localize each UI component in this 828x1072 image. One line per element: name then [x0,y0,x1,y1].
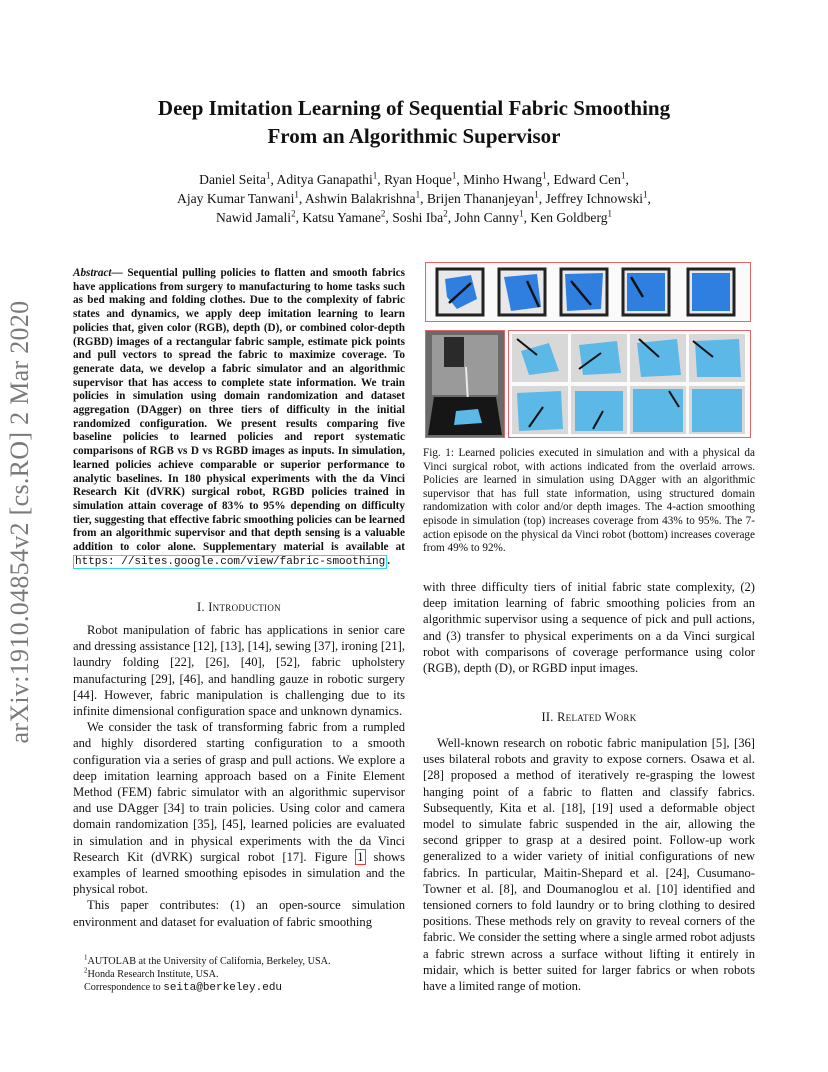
related-work-paragraph-1: Well-known research on robotic fabric manipulation [5], [36] uses bilateral robots and gravity to expose corners. Osawa et al. [28] proposed a method of iteratively re-grasping the lowest hanging point of a fabric to flatten and classify fabrics. Subsequently, Kita et al. [18], [19] used a deformable object model to simulate fabric suspended in the air, allowing the second gripper to grasp at a desired point. Follow-up work generalized to a wider variety of initial configurations of new fabrics. In particular, Maitin-Shepard et al. [24], Cusumano-Towner et al. [8], and Doumanoglou et al. [10] identified and tensioned corners to fold laundry or to bring clothing to desired positions. These methods rely on gravity to reveal corners of the fabric. We consider the setting where a single armed robot adjusts a fabric strewn across a surface without lifting it entirely in midair, which is better suited for larger fabrics or when robots have a limited range of motion. [423,736,755,994]
intro-paragraph-3: This paper contributes: (1) an open-source simulation environment and dataset for evaluation of fabric smoothing [73,898,405,929]
figure-reference-link[interactable]: 1 [357,849,364,864]
author-list [80,170,748,227]
author-line-3: Nawid Jamali$^2$, Katsu Yamane$^2$, Soshi Iba$^2$, John Canny$^1$, Ken Goldberg$^1$ [215,208,613,225]
arxiv-identifier-text: arXiv:1910.04854v2 [cs.RO] 2 Mar 2020 [5,300,34,744]
footnote-2: $^2$Honda Research Institute, USA. [84,966,219,981]
supplementary-link[interactable]: https: //sites.google.com/view/fabric-smoothing [75,555,386,568]
author-line-1: Daniel Seita$^1$, Aditya Ganapathi$^1$, Ryan Hoque$^1$, Minho Hwang$^1$, Edward Cen$^1$, [199,170,629,187]
physical-episode-frames [509,331,750,437]
arxiv-identifier [2,287,38,757]
correspondence-email[interactable]: seita@berkeley.edu [163,982,283,995]
simulation-episode-frames [426,263,750,321]
footnotes [84,955,404,996]
section-heading-introduction: I. Introduction [197,600,281,614]
contributions-paragraph [423,579,755,676]
abstract-body: — Sequential pulling policies to flatten and smooth fabrics have applications from surgery to manufacturing to home tasks such as bed making and folding clothes. Due to the complexity of fabric states and dynamics, we apply deep imitation learning to learn policies that, given color (RGB), depth (D), or combined color-depth (RGBD) images of a rectangular fabric sample, estimate pick points and pull vectors to spread the fabric to maximize coverage. To generate data, we develop a fabric simulator and an algorithmic supervisor that has access to complete state information. We train policies in simulation using domain randomization and dataset aggregation (DAgger) on three tiers of difficulty in the initial randomized configuration. We present results comparing five baseline policies to learned policies and report systematic comparisons of RGB vs D vs RGBD images as inputs. In simulation, learned policies achieve comparable or superior performance to analytic baselines. In 180 physical experiments with the da Vinci Research Kit (dVRK) surgical robot, RGBD policies trained in simulation attain coverage of 83% to 95% depending on difficulty tier, suggesting that effective fabric smoothing policies can be learned from an algorithmic supervisor and that depth sensing is a valuable addition to color alone. Supplementary material is available at [73,267,405,554]
robot-photo-image [426,331,504,437]
abstract: Abstract— Sequential pulling policies to flatten and smooth fabrics have applications from surgery to manufacturing to home tasks such as bed making and folding clothes. Due to the complexity of fabric states and dynamics, we apply deep imitation learning to learn policies that, given color (RGB), depth (D), or combined color-depth (RGBD) images of a rectangular fabric sample, estimate pick points and pull vectors to spread the fabric to maximize coverage. To generate data, we develop a fabric simulator and an algorithmic supervisor that has access to complete state information. We train policies in simulation using domain randomization and dataset aggregation (DAgger) on three tiers of difficulty in the initial randomized configuration. We present results comparing five baseline policies to learned policies and report systematic comparisons of RGB vs D vs RGBD images as inputs. In simulation, learned policies achieve comparable or superior performance to analytic baselines. In 180 physical experiments with the da Vinci Research Kit (dVRK) surgical robot, RGBD policies trained in simulation attain coverage of 83% to 95% depending on difficulty tier, suggesting that effective fabric smoothing policies can be learned from an algorithmic supervisor and that depth sensing is a valuable addition to color alone. Supplementary material is available at https: //sites.google.com/view/fabric-smoothing . [73,267,405,568]
footnote-3: Correspondence to seita@berkeley.edu [84,982,283,995]
intro-paragraph-1: Robot manipulation of fabric has applications in senior care and dressing assistance [12], [13], [14], sewing [37], ironing [21], laundry folding [22], [26], [40], [52], fabric upholstery manufacturing [29], [46], and handling gauze in robotic surgery [44]. However, fabric manipulation is challenging due to its infinite dimensional configuration space and unknown dynamics. [73,623,405,719]
figure-1-robot-photo [425,330,505,438]
author-line-2: Ajay Kumar Tanwani$^1$, Ashwin Balakrishna$^1$, Brijen Thananjeyan$^1$, Jeffrey Ichnowski$^1$, [177,189,651,206]
related-work-body [423,735,755,994]
footnote-1: $^1$AUTOLAB at the University of California, Berkeley, USA. [84,953,331,967]
section-heading-related-work: II. Related Work [541,710,637,724]
figure-1 [425,262,751,438]
contributions-text: with three difficulty tiers of initial fabric state complexity, (2) deep imitation learning of fabric smoothing policies from an algorithmic supervisor using a sequence of pick and pull actions, and (3) transfer to physical experiments on a da Vinci surgical robot with comparisons of coverage performance using color (RGB), depth (D), or RGBD input images. [423,580,755,676]
title-line-2: From an Algorithmic Supervisor [267,124,561,148]
introduction-body [73,622,405,930]
figure-1-simulation-panel [425,262,751,322]
abstract-label: Abstract [73,267,112,279]
figure-1-physical-panel [508,330,751,438]
title-line-1: Deep Imitation Learning of Sequential Fabric Smoothing [157,96,671,120]
intro-paragraph-2: We consider the task of transforming fabric from a rumpled and highly disordered starting configuration to a smooth configuration via a series of grasp and pull actions. We explore a deep imitation learning approach based on a Finite Element Method (FEM) fabric simulator with an algorithmic supervisor and use DAgger [34] to train policies. Using color and camera domain randomization [35], [45], learned policies are evaluated in simulation and in physical experiments with the da Vinci Research Kit (dVRK) surgical robot [17]. Figure 1 shows examples of learned smoothing episodes in simulation and the physical robot. [73,720,406,897]
figure-1-caption: Fig. 1: Learned policies executed in simulation and with a physical da Vinci surgical robot, with actions indicated from the overlaid arrows. Policies are learned in simulation using DAgger with an algorithmic supervisor that has full state information, using structured domain randomization with color and/or depth images. The 4-action smoothing episode in simulation (top) increases coverage from 43% to 95%. The 7-action episode on the physical da Vinci robot (bottom) increases coverage from 49% to 92%. [423,447,755,555]
paper-title [80,94,748,150]
